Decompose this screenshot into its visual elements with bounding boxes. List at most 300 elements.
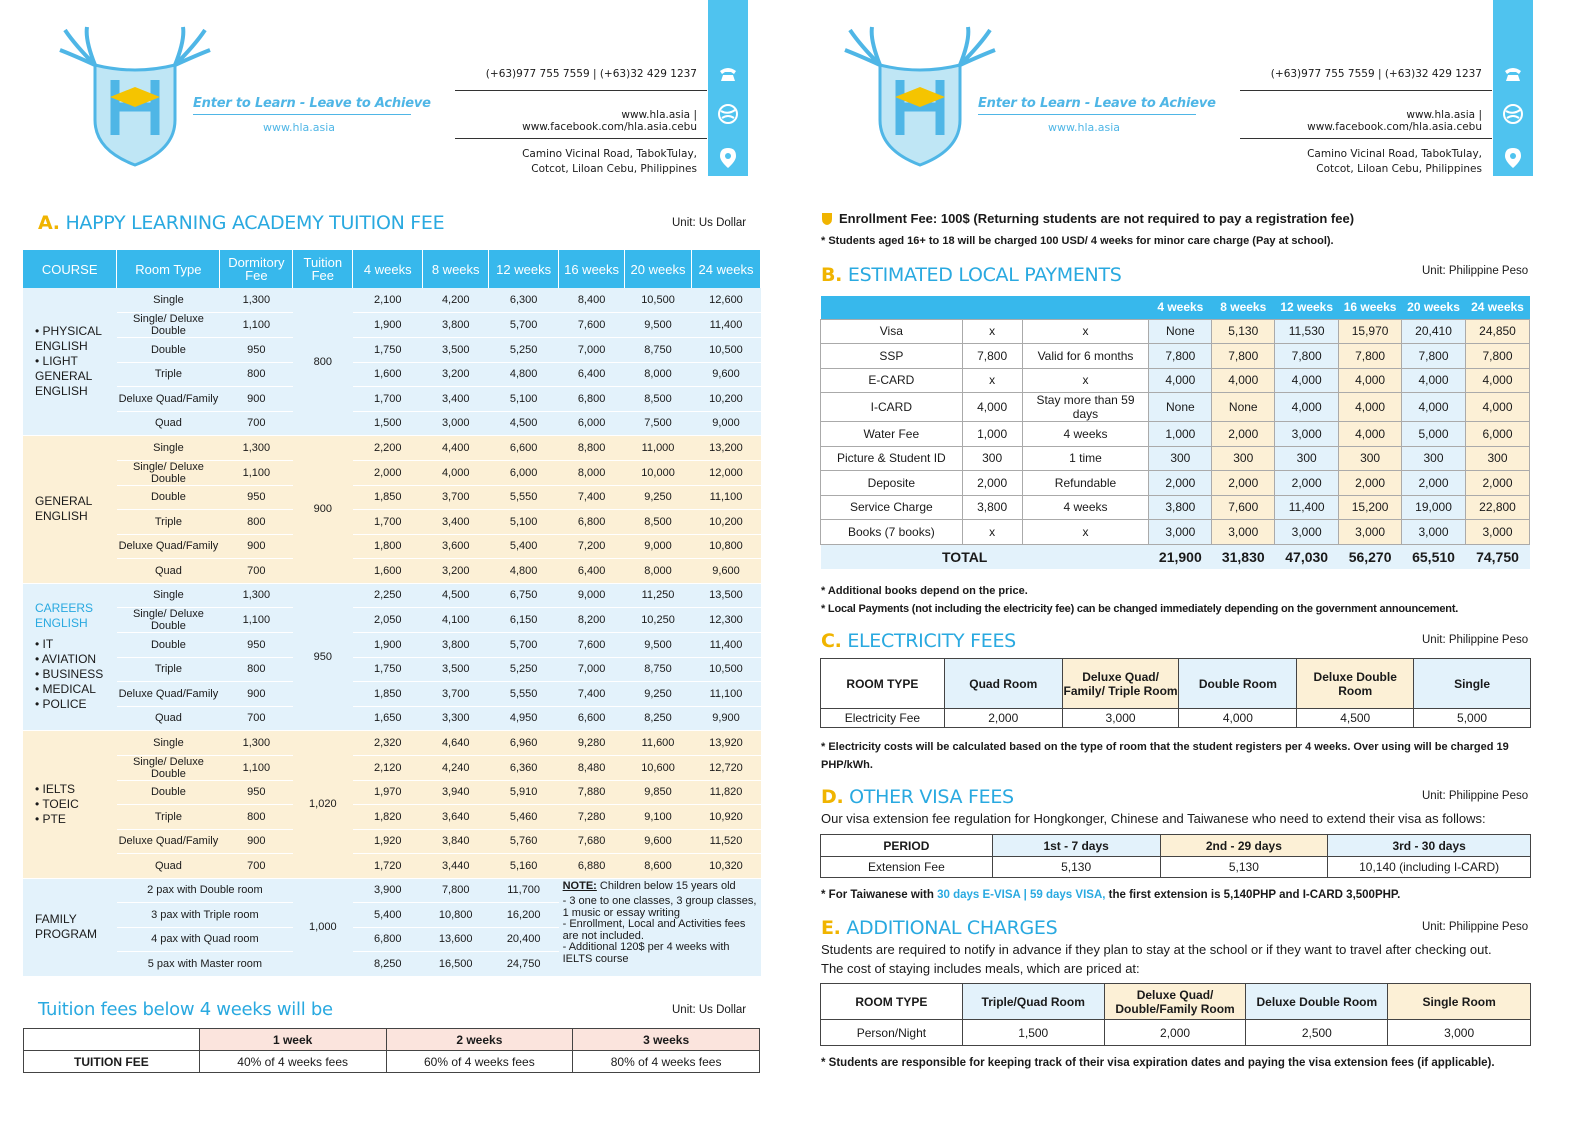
- fee-cell: 11,820: [691, 780, 760, 805]
- room-type-cell: Quad: [117, 559, 220, 584]
- col-header: 20 weeks: [1402, 296, 1466, 319]
- globe-icon: [1501, 102, 1525, 126]
- fee-cell: 8,800: [559, 436, 625, 461]
- fee-cell: 5,250: [489, 657, 559, 682]
- fee-cell: 7,200: [559, 534, 625, 559]
- dormitory-fee-cell: 950: [220, 780, 293, 805]
- cell: 4,000: [1339, 393, 1402, 422]
- fee-cell: 12,000: [691, 460, 760, 485]
- fee-cell: 2,250: [353, 583, 423, 608]
- fee-cell: 7,680: [559, 829, 625, 854]
- fee-cell: 11,520: [691, 829, 760, 854]
- cell: 4,000: [1275, 393, 1339, 422]
- electricity-note: * Electricity costs will be calculated based on the type of room that the student registers per 4 weeks. Over using will be charged 19 PHP/kWh.: [821, 741, 1509, 771]
- fee-cell: 3,940: [423, 780, 489, 805]
- fee-cell: 13,500: [691, 583, 760, 608]
- fee-cell: 1,720: [353, 854, 423, 879]
- course-line: • PTE: [35, 811, 66, 826]
- table-row: [23, 608, 761, 633]
- fee-cell: 10,250: [625, 608, 692, 633]
- col-header: 4 weeks: [353, 250, 423, 288]
- table-row: [23, 706, 761, 731]
- fee-cell: 9,250: [625, 682, 692, 707]
- fee-cell: 4,500: [423, 583, 489, 608]
- cell: 2,000: [1465, 471, 1529, 496]
- course-line: • IELTS: [35, 781, 75, 796]
- note-title: NOTE:: [562, 879, 597, 892]
- visa-fee-table: [820, 834, 1531, 878]
- course-line: • BUSINESS: [35, 667, 104, 682]
- row-label: Person/Night: [821, 1020, 963, 1046]
- cell: Refundable: [1022, 471, 1149, 496]
- row-label: Water Fee: [821, 422, 963, 447]
- cell: 300: [1212, 446, 1275, 471]
- col-header: Tuition Fee: [293, 250, 353, 288]
- table-row: [23, 854, 761, 879]
- dormitory-fee-cell: 1,100: [220, 313, 293, 338]
- dormitory-fee-cell: 900: [220, 387, 293, 412]
- col-header: Deluxe Double Room: [1297, 659, 1414, 709]
- room-type-cell: Double: [117, 780, 220, 805]
- cell: 2,000: [962, 471, 1022, 496]
- fee-cell: 10,500: [691, 338, 760, 363]
- fee-cell: 6,400: [559, 362, 625, 387]
- fee-cell: 3,200: [423, 362, 489, 387]
- cell: 4,000: [1402, 393, 1466, 422]
- cell: 4,000: [1339, 368, 1402, 393]
- dormitory-fee-cell: 700: [220, 706, 293, 731]
- fee-cell: 3,900: [353, 878, 423, 903]
- room-type-cell: Triple: [117, 362, 220, 387]
- cell: 1,000: [962, 422, 1022, 447]
- total-row: [821, 544, 1530, 569]
- family-room-cell: 4 pax with Quad room: [117, 927, 293, 952]
- fee-cell: 3,700: [423, 682, 489, 707]
- fee-cell: 4,950: [489, 706, 559, 731]
- course-cell: [23, 878, 117, 976]
- fee-cell: 3,700: [423, 485, 489, 510]
- cell: 5,000: [1414, 709, 1531, 728]
- fee-cell: 8,000: [625, 362, 692, 387]
- fee-cell: 4,500: [489, 411, 559, 436]
- fee-cell: 10,920: [691, 805, 760, 830]
- table-row: [23, 559, 761, 584]
- family-room-cell: 3 pax with Triple room: [117, 903, 293, 928]
- local-note-2: * Local Payments (not including the electricity fee) can be changed immediately depending on the government announcement.: [821, 603, 1459, 615]
- family-room-cell: 2 pax with Double room: [117, 878, 293, 903]
- fee-cell: 9,280: [559, 731, 625, 756]
- room-type-cell: Triple: [117, 805, 220, 830]
- cell: 22,800: [1465, 495, 1529, 520]
- empty-cell: [24, 1029, 200, 1051]
- fee-cell: 10,800: [423, 903, 489, 928]
- fee-cell: 11,250: [625, 583, 692, 608]
- table-row: [23, 657, 761, 682]
- tagline: Enter to Learn - Leave to Achieve: [193, 96, 431, 111]
- course-cell: [23, 288, 117, 436]
- course-line: • PHYSICAL ENGLISH: [35, 324, 102, 353]
- fee-cell: 5,910: [489, 780, 559, 805]
- additional-intro-1: Students are required to notify in advance if they plan to stay at the school or if they want to travel after checking out.: [821, 942, 1492, 957]
- table-row: [821, 368, 1530, 393]
- cell: x: [1022, 520, 1149, 545]
- total-label: TOTAL: [821, 544, 1149, 569]
- tagline: Enter to Learn - Leave to Achieve: [978, 96, 1216, 111]
- cell: 3,000: [1149, 520, 1212, 545]
- cell: 15,970: [1339, 319, 1402, 344]
- electricity-fee-table: [820, 658, 1531, 728]
- room-type-cell: Single: [117, 436, 220, 461]
- fee-cell: 10,200: [691, 387, 760, 412]
- fee-cell: 6,000: [559, 411, 625, 436]
- fee-cell: 4,000: [423, 460, 489, 485]
- hla-logo: [840, 25, 1000, 170]
- cell: 7,800: [1212, 344, 1275, 369]
- web-facebook-text: www.hla.asia | www.facebook.com/hla.asia.cebu: [1307, 109, 1482, 133]
- cell: 4 weeks: [1022, 422, 1149, 447]
- fee-cell: 10,800: [691, 534, 760, 559]
- course-line: GENERAL ENGLISH: [35, 494, 92, 524]
- course-line: • POLICE: [35, 697, 87, 712]
- col-header: 2nd - 29 days: [1160, 835, 1328, 857]
- fee-cell: 10,500: [625, 288, 692, 313]
- fee-cell: 5,100: [489, 387, 559, 412]
- location-pin-icon: [1501, 146, 1525, 170]
- room-type-cell: Deluxe Quad/Family: [117, 829, 220, 854]
- cell: 2,500: [1246, 1020, 1388, 1046]
- dormitory-fee-cell: 700: [220, 559, 293, 584]
- col-header: COURSE: [23, 250, 117, 288]
- dormitory-fee-cell: 1,300: [220, 288, 293, 313]
- cell: 3,000: [1339, 520, 1402, 545]
- fee-cell: 6,600: [559, 706, 625, 731]
- cell: 4,000: [1149, 368, 1212, 393]
- fee-cell: 6,750: [489, 583, 559, 608]
- dormitory-fee-cell: 1,300: [220, 731, 293, 756]
- col-header: 8 weeks: [1212, 296, 1275, 319]
- fee-cell: 12,600: [691, 288, 760, 313]
- fee-cell: 9,000: [691, 411, 760, 436]
- fee-cell: 1,850: [353, 485, 423, 510]
- note-line: - Enrollment, Local and Activities fees are not included.: [562, 918, 746, 942]
- fee-cell: 7,800: [423, 878, 489, 903]
- section-d-title: D. OTHER VISA FEES: [821, 786, 1014, 808]
- col-header: ROOM TYPE: [821, 984, 963, 1020]
- course-title: CAREERS ENGLISH: [35, 601, 94, 631]
- row-label: TUITION FEE: [24, 1051, 200, 1073]
- cell: 4,000: [1402, 368, 1466, 393]
- fee-cell: 1,850: [353, 682, 423, 707]
- cell: 20,410: [1402, 319, 1466, 344]
- cell: 1,500: [962, 1020, 1104, 1046]
- visa-responsibility-note: * Students are responsible for keeping track of their visa expiration dates and paying the visa extension fees (if applicable).: [821, 1057, 1495, 1069]
- table-row: [23, 583, 761, 608]
- fee-cell: 5,760: [489, 829, 559, 854]
- tuition-fee-cell: 900: [293, 436, 353, 584]
- room-type-cell: Single: [117, 731, 220, 756]
- row-label: Extension Fee: [821, 857, 993, 878]
- fee-cell: 6,800: [559, 387, 625, 412]
- fee-cell: 9,500: [625, 313, 692, 338]
- col-header: 12 weeks: [1275, 296, 1339, 319]
- table-row: [821, 344, 1530, 369]
- fee-cell: 13,920: [691, 731, 760, 756]
- fee-cell: 3,400: [423, 387, 489, 412]
- cell: 2,000: [944, 709, 1062, 728]
- empty-header: [1022, 296, 1149, 319]
- fee-cell: 3,440: [423, 854, 489, 879]
- room-type-cell: Triple: [117, 510, 220, 535]
- dormitory-fee-cell: 1,100: [220, 608, 293, 633]
- col-header: Quad Room: [944, 659, 1062, 709]
- cell: 5,130: [992, 857, 1160, 878]
- family-room-cell: 5 pax with Master room: [117, 952, 293, 977]
- table-row: [821, 319, 1530, 344]
- fee-cell: 6,150: [489, 608, 559, 633]
- table-row: [821, 520, 1530, 545]
- shield-icon: [821, 212, 833, 226]
- cell: 3,800: [962, 495, 1022, 520]
- fee-cell: 3,400: [423, 510, 489, 535]
- room-type-cell: Single/ Deluxe Double: [117, 460, 220, 485]
- cell: 2,000: [1339, 471, 1402, 496]
- course-line: • MEDICAL: [35, 682, 96, 697]
- below-4-weeks-unit: Unit: Us Dollar: [672, 1004, 747, 1016]
- col-header: Single Room: [1388, 984, 1531, 1020]
- cell: x: [962, 520, 1022, 545]
- row-label: Visa: [821, 319, 963, 344]
- col-header: 20 weeks: [625, 250, 692, 288]
- fee-cell: 2,200: [353, 436, 423, 461]
- note-line: - Additional 120$ per 4 weeks with IELTS course: [562, 941, 730, 965]
- phone-icon: [716, 62, 740, 86]
- fee-cell: 6,880: [559, 854, 625, 879]
- fee-cell: 10,000: [625, 460, 692, 485]
- col-header: 24 weeks: [1465, 296, 1529, 319]
- cell: x: [1022, 319, 1149, 344]
- fee-cell: 8,500: [625, 510, 692, 535]
- fee-cell: 8,600: [625, 854, 692, 879]
- room-type-cell: Double: [117, 338, 220, 363]
- cell: 6,000: [1465, 422, 1529, 447]
- fee-cell: 6,400: [559, 559, 625, 584]
- globe-icon: [716, 102, 740, 126]
- fee-cell: 24,750: [489, 952, 559, 977]
- fee-cell: 2,000: [353, 460, 423, 485]
- fee-cell: 4,400: [423, 436, 489, 461]
- table-row: [23, 288, 761, 313]
- cell: 4,000: [962, 393, 1022, 422]
- cell: 2,000: [1149, 471, 1212, 496]
- fee-cell: 16,500: [423, 952, 489, 977]
- additional-charges-table: [820, 983, 1531, 1046]
- cell: 5,130: [1212, 319, 1275, 344]
- room-type-cell: Double: [117, 485, 220, 510]
- room-type-cell: Quad: [117, 854, 220, 879]
- local-note-1: * Additional books depend on the price.: [821, 585, 1028, 597]
- col-header: 24 weeks: [691, 250, 760, 288]
- col-header: 8 weeks: [423, 250, 489, 288]
- fee-cell: 3,300: [423, 706, 489, 731]
- tuition-fee-cell: 1,020: [293, 731, 353, 879]
- fee-cell: 10,600: [625, 755, 692, 780]
- fee-cell: 13,200: [691, 436, 760, 461]
- cell: 19,000: [1402, 495, 1466, 520]
- fee-cell: 9,100: [625, 805, 692, 830]
- cell: 7,800: [1149, 344, 1212, 369]
- fee-cell: 1,700: [353, 510, 423, 535]
- fee-cell: 10,200: [691, 510, 760, 535]
- fee-cell: 11,400: [691, 633, 760, 658]
- dormitory-fee-cell: 1,300: [220, 436, 293, 461]
- col-header: Room Type: [117, 250, 220, 288]
- total-cell: 47,030: [1275, 544, 1339, 569]
- dormitory-fee-cell: 800: [220, 510, 293, 535]
- col-header: Double Room: [1179, 659, 1297, 709]
- course-line: FAMILY PROGRAM: [35, 912, 98, 941]
- cell: x: [1022, 368, 1149, 393]
- phone-icon: [1501, 62, 1525, 86]
- fee-cell: 3,000: [423, 411, 489, 436]
- cell: 60% of 4 weeks fees: [386, 1051, 573, 1073]
- fee-cell: 8,250: [353, 952, 423, 977]
- fee-cell: 4,800: [489, 362, 559, 387]
- fee-cell: 9,000: [559, 583, 625, 608]
- website-text: www.hla.asia: [263, 121, 336, 134]
- section-a-title: A. HAPPY LEARNING ACADEMY TUITION FEE: [38, 212, 445, 234]
- cell: 7,800: [1402, 344, 1466, 369]
- table-row: [821, 495, 1530, 520]
- table-row: [23, 878, 761, 903]
- fee-cell: 1,750: [353, 338, 423, 363]
- fee-cell: 9,850: [625, 780, 692, 805]
- fee-cell: 11,700: [489, 878, 559, 903]
- empty-header: [821, 296, 963, 319]
- cell: None: [1212, 393, 1275, 422]
- fee-cell: 5,700: [489, 313, 559, 338]
- address-line-2: Cotcot, Liloan Cebu, Philippines: [1316, 163, 1482, 175]
- cell: Valid for 6 months: [1022, 344, 1149, 369]
- fee-cell: 1,600: [353, 362, 423, 387]
- tagline-underline: [978, 114, 1196, 115]
- cell: 4,000: [1212, 368, 1275, 393]
- cell: None: [1149, 319, 1212, 344]
- below-4-weeks-table: [23, 1028, 760, 1073]
- cell: 1,000: [1149, 422, 1212, 447]
- section-d-unit: Unit: Philippine Peso: [1422, 790, 1529, 802]
- fee-cell: 5,250: [489, 338, 559, 363]
- fee-cell: 5,100: [489, 510, 559, 535]
- course-cell: [23, 731, 117, 879]
- table-row: [821, 446, 1530, 471]
- fee-cell: 8,000: [625, 559, 692, 584]
- cell: 3,000: [1275, 422, 1339, 447]
- cell: 2,000: [1212, 471, 1275, 496]
- table-row: [23, 313, 761, 338]
- fee-cell: 3,500: [423, 657, 489, 682]
- fee-cell: 11,100: [691, 485, 760, 510]
- fee-cell: 11,600: [625, 731, 692, 756]
- table-row: [23, 731, 761, 756]
- cell: 2,000: [1402, 471, 1466, 496]
- section-c-unit: Unit: Philippine Peso: [1422, 634, 1529, 646]
- divider: [455, 90, 707, 91]
- fee-cell: 1,900: [353, 313, 423, 338]
- cell: 5,130: [1160, 857, 1328, 878]
- page-header: [785, 0, 1565, 180]
- dormitory-fee-cell: 900: [220, 534, 293, 559]
- empty-header: [962, 296, 1022, 319]
- fee-cell: 9,000: [625, 534, 692, 559]
- cell: 4,000: [1465, 393, 1529, 422]
- cell: 300: [1149, 446, 1212, 471]
- room-type-cell: Deluxe Quad/Family: [117, 534, 220, 559]
- dormitory-fee-cell: 950: [220, 338, 293, 363]
- cell: 7,800: [1275, 344, 1339, 369]
- cell: 15,200: [1339, 495, 1402, 520]
- fee-cell: 7,280: [559, 805, 625, 830]
- fee-cell: 1,970: [353, 780, 423, 805]
- course-cell: [23, 583, 117, 731]
- fee-cell: 9,600: [691, 362, 760, 387]
- divider: [455, 138, 707, 139]
- fee-cell: 8,200: [559, 608, 625, 633]
- phone-text: (+63)977 755 7559 | (+63)32 429 1237: [1270, 68, 1482, 80]
- row-label: I-CARD: [821, 393, 963, 422]
- cell: 7,800: [1465, 344, 1529, 369]
- total-cell: 56,270: [1339, 544, 1402, 569]
- row-label: E-CARD: [821, 368, 963, 393]
- room-type-cell: Deluxe Quad/Family: [117, 387, 220, 412]
- cell: 4,000: [1179, 709, 1297, 728]
- fee-cell: 11,400: [691, 313, 760, 338]
- room-type-cell: Deluxe Quad/Family: [117, 682, 220, 707]
- table-row: [23, 534, 761, 559]
- cell: 2,000: [1275, 471, 1339, 496]
- fee-cell: 1,920: [353, 829, 423, 854]
- tuition-fee-table: [23, 250, 761, 977]
- cell: 300: [962, 446, 1022, 471]
- tuition-fee-cell: 800: [293, 288, 353, 436]
- phone-text: (+63)977 755 7559 | (+63)32 429 1237: [485, 68, 697, 80]
- table-row: [23, 436, 761, 461]
- cell: 2,000: [1212, 422, 1275, 447]
- fee-cell: 8,000: [559, 460, 625, 485]
- table-row: [821, 422, 1530, 447]
- fee-cell: 7,400: [559, 485, 625, 510]
- fee-cell: 10,500: [691, 657, 760, 682]
- cell: Stay more than 59 days: [1022, 393, 1149, 422]
- cell: 300: [1275, 446, 1339, 471]
- fee-cell: 9,250: [625, 485, 692, 510]
- fee-cell: 2,120: [353, 755, 423, 780]
- dormitory-fee-cell: 1,100: [220, 460, 293, 485]
- cell: 4,500: [1297, 709, 1414, 728]
- fee-cell: 3,840: [423, 829, 489, 854]
- fee-cell: 6,800: [353, 927, 423, 952]
- col-header: 1st - 7 days: [992, 835, 1160, 857]
- section-b-unit: Unit: Philippine Peso: [1422, 265, 1529, 277]
- fee-cell: 5,160: [489, 854, 559, 879]
- fee-cell: 1,900: [353, 633, 423, 658]
- room-type-cell: Single/ Deluxe Double: [117, 755, 220, 780]
- total-cell: 74,750: [1465, 544, 1529, 569]
- room-type-cell: Single/ Deluxe Double: [117, 608, 220, 633]
- dormitory-fee-cell: 800: [220, 657, 293, 682]
- cell: 4,000: [1465, 368, 1529, 393]
- dormitory-fee-cell: 900: [220, 682, 293, 707]
- col-header: PERIOD: [821, 835, 993, 857]
